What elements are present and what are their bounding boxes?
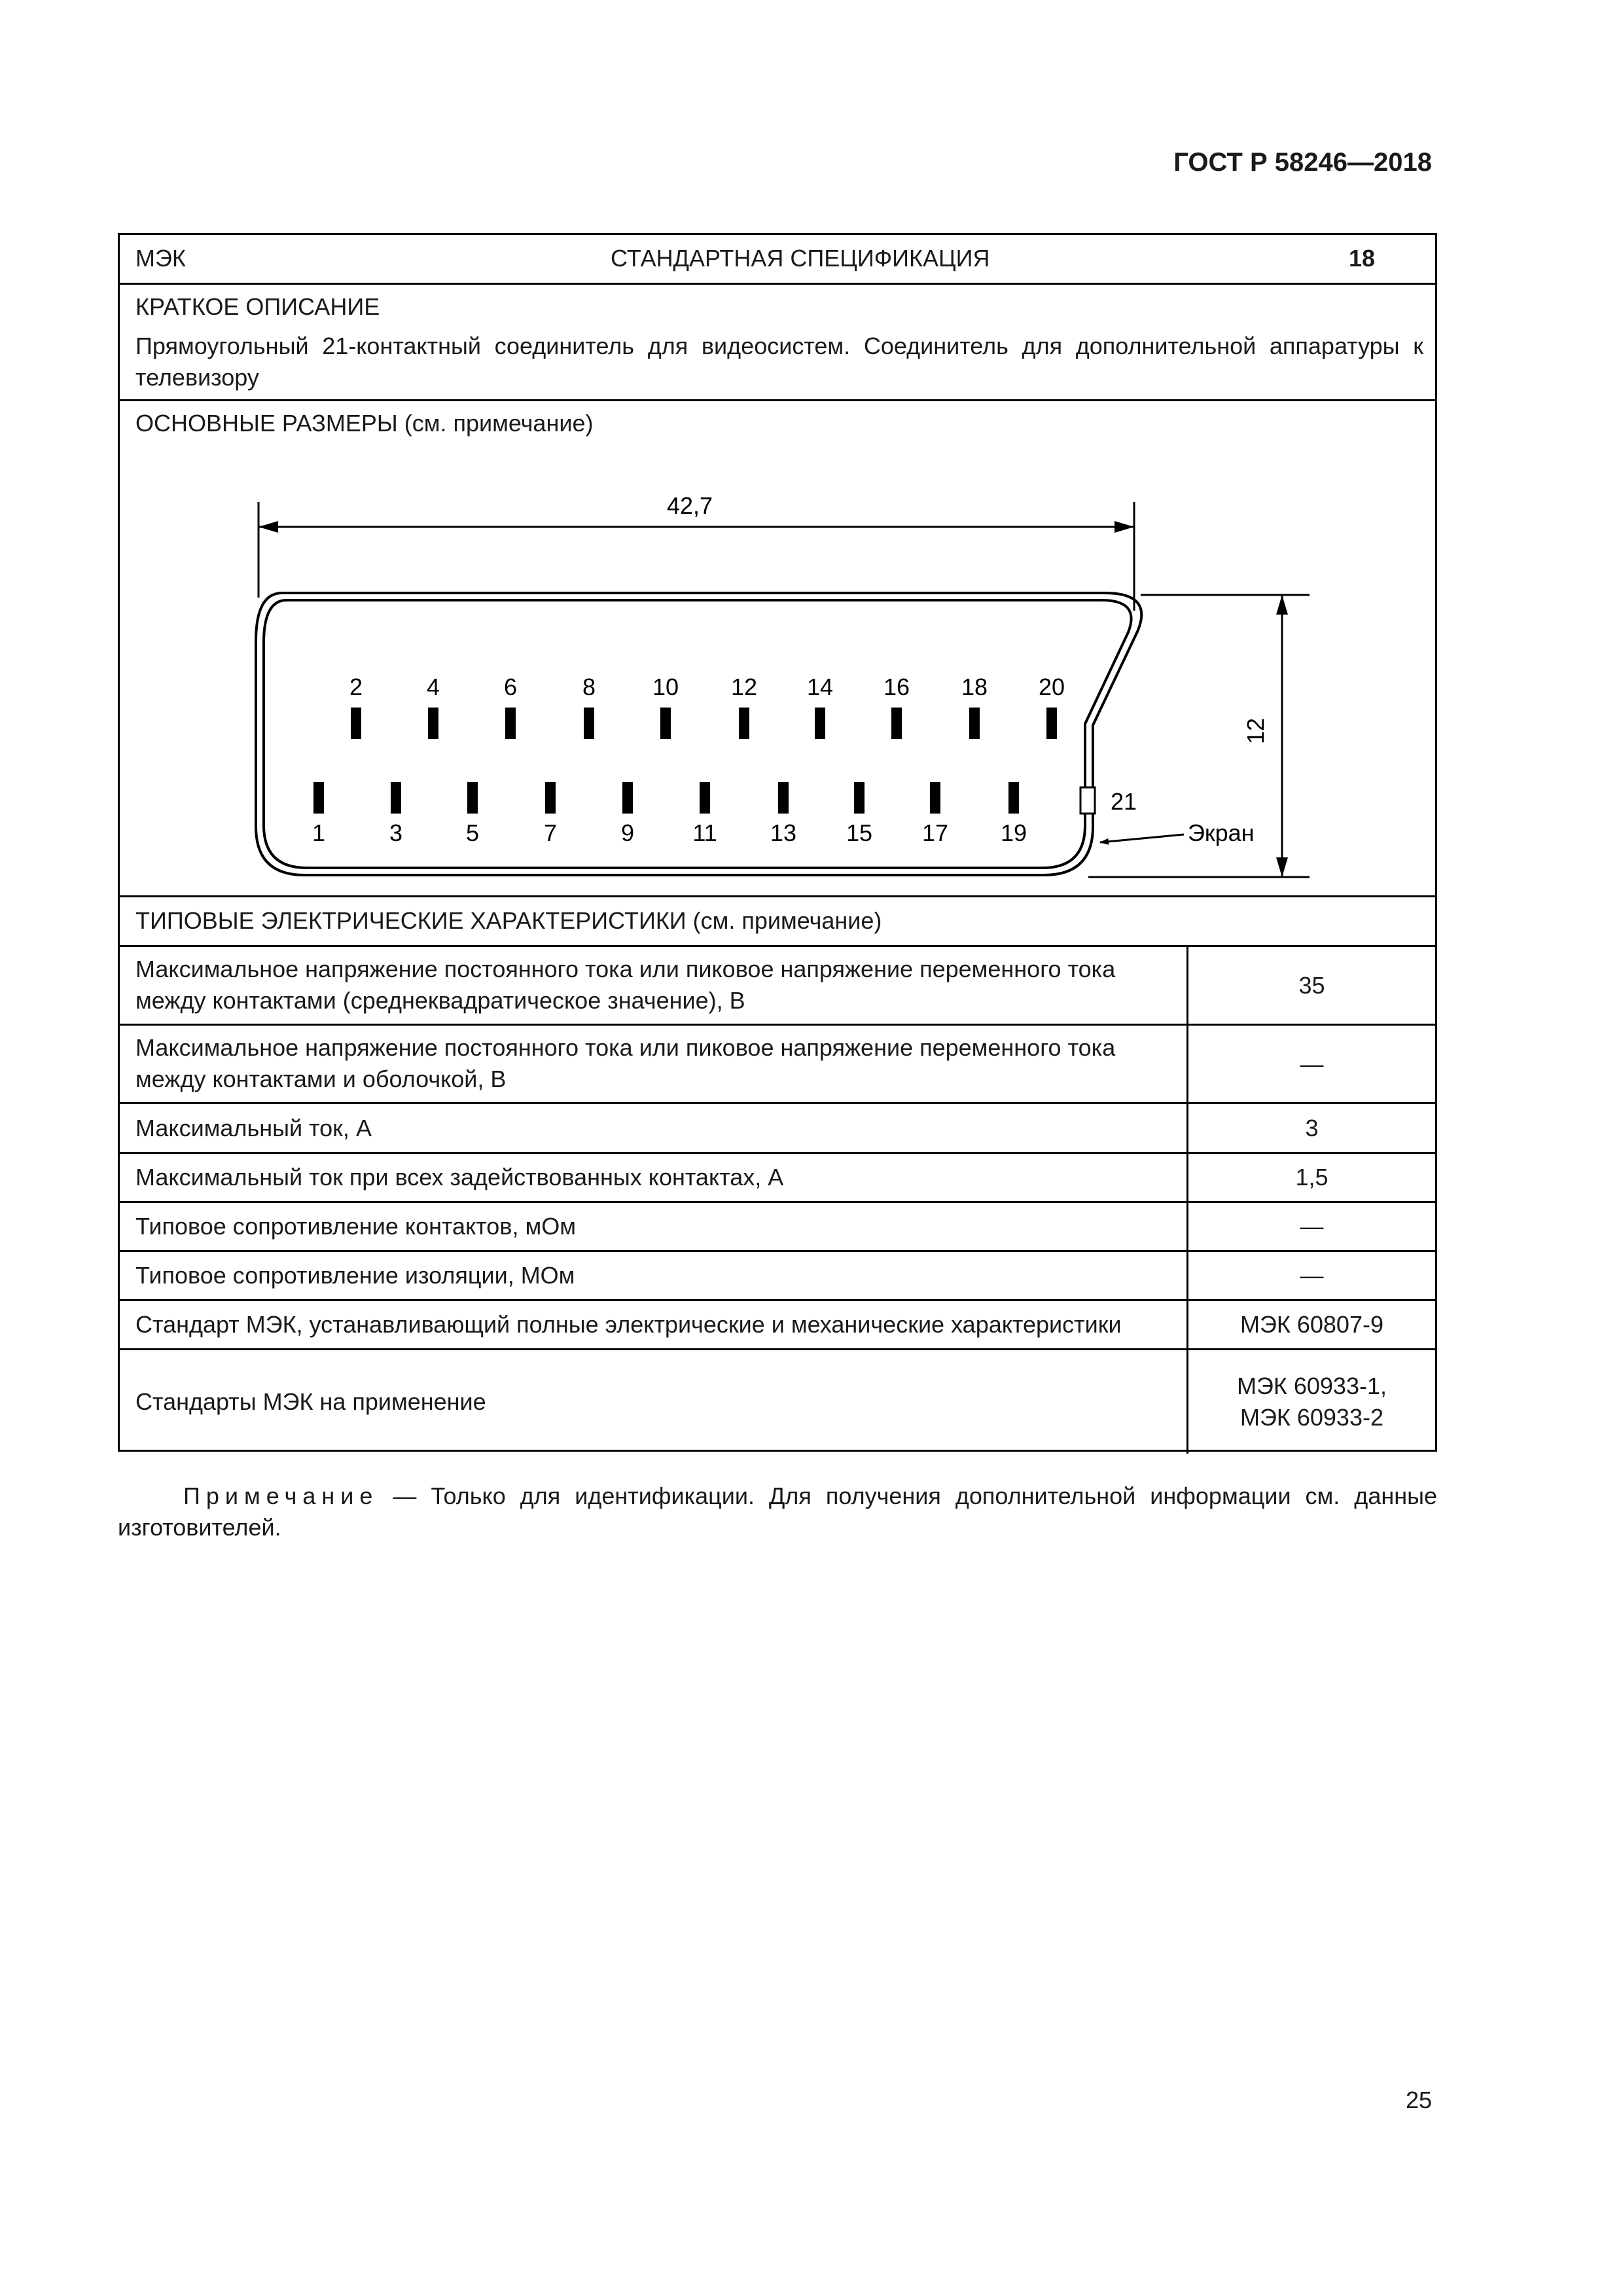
- summary-line-2: телевизору: [135, 364, 259, 391]
- note: [118, 1480, 1437, 1543]
- characteristic-row: [120, 1154, 1435, 1203]
- characteristic-value: [1188, 1350, 1435, 1454]
- pin-label: 8: [582, 673, 596, 700]
- summary-row: [120, 285, 1435, 401]
- characteristic-value: МЭК 60807-9: [1240, 1311, 1383, 1338]
- shield-label: Экран: [1188, 819, 1255, 846]
- characteristic-label: Типовое сопротивление контактов, мОм: [135, 1213, 576, 1240]
- characteristic-row: [120, 1350, 1435, 1454]
- pin-label: 17: [921, 819, 949, 846]
- pin-label: 13: [770, 819, 797, 846]
- characteristic-row: [120, 1301, 1435, 1350]
- shield-leader-line: [1100, 834, 1184, 842]
- characteristic-row: [120, 947, 1435, 1026]
- standard-designation: ГОСТ Р 58246—2018: [1173, 148, 1432, 177]
- note-text: — Только для идентификации. Для получения дополнительной информации см. данные изготовителей.: [118, 1482, 1437, 1541]
- pin-label: 14: [806, 673, 834, 700]
- characteristic-label: Максимальный ток, А: [135, 1114, 372, 1141]
- characteristic-row: [120, 1026, 1435, 1104]
- electrical-section-row: [120, 897, 1435, 947]
- characteristic-row: [120, 1252, 1435, 1301]
- pin-label: 3: [389, 819, 403, 846]
- pin-contact: [739, 708, 749, 739]
- pin-label: 5: [465, 819, 480, 846]
- characteristic-value: 35: [1298, 971, 1325, 999]
- characteristic-label-line-1: Максимальное напряжение постоянного тока или пиковое напряжение переменного тока: [135, 956, 1116, 982]
- pin-21-contact: [1080, 787, 1095, 814]
- pin-contact: [584, 708, 594, 739]
- characteristic-value-line-1: МЭК 60933-1,: [1237, 1372, 1387, 1399]
- width-arrow-left: [259, 521, 278, 533]
- pin-contact: [969, 708, 980, 739]
- pin-label: 10: [652, 673, 679, 700]
- pin-label: 2: [349, 673, 363, 700]
- summary-label: КРАТКОЕ ОПИСАНИЕ: [135, 293, 380, 320]
- characteristic-value: —: [1300, 1213, 1324, 1240]
- pin-label: 20: [1038, 673, 1065, 700]
- pin-label: 11: [692, 819, 717, 846]
- characteristic-row: [120, 1104, 1435, 1154]
- characteristic-label: Стандарты МЭК на применение: [135, 1388, 486, 1415]
- electrical-section-label: ТИПОВЫЕ ЭЛЕКТРИЧЕСКИЕ ХАРАКТЕРИСТИКИ (см. примечание): [135, 907, 882, 934]
- pin-contact: [660, 708, 671, 739]
- spec-title: СТАНДАРТНАЯ СПЕЦИФИКАЦИЯ: [611, 245, 990, 272]
- characteristic-value: —: [1300, 1262, 1324, 1289]
- pin-label: 12: [730, 673, 758, 700]
- pin-contact: [930, 782, 940, 814]
- height-arrow-top: [1276, 595, 1288, 615]
- pin-label: 7: [543, 819, 558, 846]
- spec-table: [118, 233, 1437, 1452]
- characteristic-value: 3: [1305, 1114, 1319, 1141]
- spec-number: 18: [1349, 245, 1376, 272]
- characteristic-value-line-2: МЭК 60933-2: [1240, 1404, 1383, 1431]
- pin-contact: [622, 782, 633, 814]
- pin-21-label: 21: [1111, 788, 1137, 815]
- height-dimension-value: 12: [1242, 717, 1269, 744]
- pin-label: 1: [312, 819, 326, 846]
- connector-drawing: [120, 401, 1435, 893]
- pin-contact: [545, 782, 556, 814]
- characteristic-label: Стандарт МЭК, устанавливающий полные электрические и механические характеристики: [135, 1311, 1122, 1338]
- pin-contact: [391, 782, 401, 814]
- dimensions-label: ОСНОВНЫЕ РАЗМЕРЫ (см. примечание): [135, 410, 594, 437]
- pin-contact: [778, 782, 789, 814]
- org-label: МЭК: [135, 245, 186, 272]
- characteristic-value: 1,5: [1295, 1164, 1329, 1191]
- characteristic-label-line-2: между контактами (среднеквадратическое значение), В: [135, 987, 745, 1014]
- pin-contact: [505, 708, 516, 739]
- characteristic-row: [120, 1203, 1435, 1252]
- pin-contact: [1046, 708, 1057, 739]
- pin-contact: [428, 708, 438, 739]
- note-label: Примечание: [183, 1482, 379, 1509]
- characteristic-label-line-2: между контактами и оболочкой, В: [135, 1066, 507, 1092]
- dimensions-row: [120, 401, 1435, 897]
- pin-label: 4: [426, 673, 440, 700]
- pin-contact: [700, 782, 710, 814]
- characteristic-label: Максимальный ток при всех задействованных контактах, А: [135, 1164, 784, 1191]
- spec-header-row: [120, 235, 1435, 285]
- pin-label: 19: [1000, 819, 1027, 846]
- width-arrow-right: [1115, 521, 1134, 533]
- pin-contact: [313, 782, 324, 814]
- pin-contact: [854, 782, 865, 814]
- page-number: 25: [1405, 2087, 1432, 2113]
- height-arrow-bottom: [1276, 857, 1288, 877]
- characteristic-value: —: [1300, 1050, 1324, 1077]
- pin-contact: [351, 708, 361, 739]
- pin-label: 6: [503, 673, 518, 700]
- pin-label: 15: [846, 819, 873, 846]
- pin-contact: [891, 708, 902, 739]
- pin-label: 18: [961, 673, 988, 700]
- top-pin-row: [349, 673, 1065, 739]
- characteristic-label: Типовое сопротивление изоляции, МОм: [135, 1262, 575, 1289]
- pin-contact: [1008, 782, 1019, 814]
- pin-label: 16: [883, 673, 910, 700]
- pin-label: 9: [620, 819, 635, 846]
- pin-contact: [467, 782, 478, 814]
- bottom-pin-row: [312, 782, 1027, 846]
- characteristic-label-line-1: Максимальное напряжение постоянного тока или пиковое напряжение переменного тока: [135, 1034, 1116, 1061]
- pin-contact: [815, 708, 825, 739]
- summary-line-1: Прямоугольный 21-контактный соединитель для видеосистем. Соединитель для дополнительной аппаратуры к: [135, 332, 1423, 359]
- width-dimension-value: 42,7: [667, 492, 713, 519]
